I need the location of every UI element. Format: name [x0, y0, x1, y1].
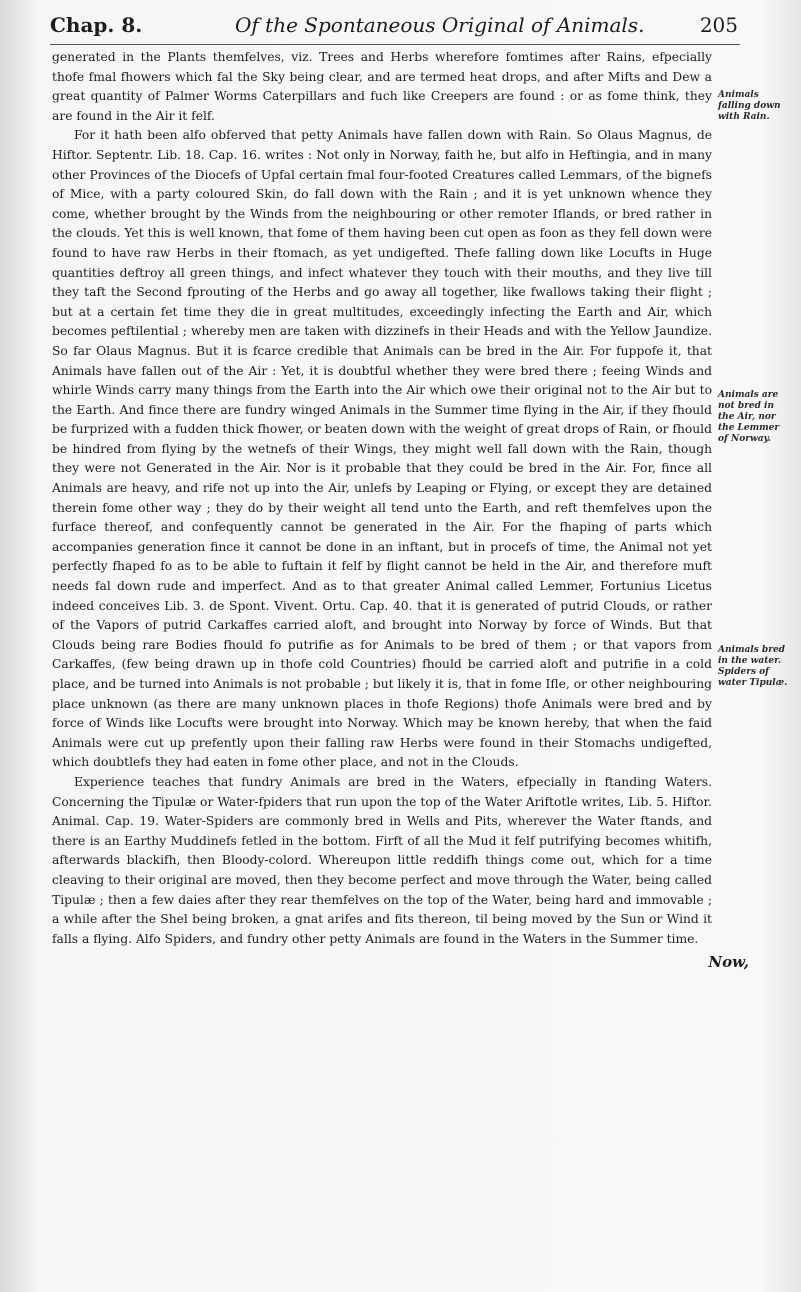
running-head [50, 8, 750, 42]
margin-note: Animals are not bred in the Air, nor the Lemmer of Norway. [718, 390, 780, 444]
paragraph: generated in the Plants themfelves, viz. Trees and Herbs wherefore fomtimes after Rains, efpecially thofe fmal fhowers which fal the Sky being clear, and are termed heat drops, and after Mifts and Dew a great quantity of Palmer Worms Caterpillars and fuch like Creepers are found : or as fome think, they are found in the Air it felf. [52, 50, 712, 123]
paragraph: For it hath been alfo obferved that petty Animals have fallen down with Rain. So Olaus Magnus, de Hiftor. Septentr. Lib. 18. Cap. 16. writes : Not only in Norway, faith he, but alfo in Heftingia, and in many other Provinces of the Diocefs of Upfal certain fmal four-footed Creatures called Lemmars, of the bignefs of Mice, with a party coloured Skin, do fall down with the Rain ; and it is yet unknown whence they come, whether brought by the Winds from the neighbouring or other remoter Iflands, or bred rather in the clouds. Yet this is well known, that fome of them having been cut open as foon as they fell down were found to have raw Herbs in their ftomach, as yet undigefted. Thefe falling down like Locufts in Huge quantities deftroy all green things, and infect whatever they touch with their mouths, and they live till they taft the Second fprouting of the Herbs and go away all together, like fwallows taking their flight ; but at a certain fet time they die in great multitudes, exceedingly infecting the Earth and Air, which becomes peftilential ; whereby men are taken with dizzinefs in their Heads and with the Yellow Jaundize. So far Olaus Magnus. But it is fcarce credible that Animals can be bred in the Air. For fuppofe it, that Animals have fallen out of the Air : Yet, it is doubtful whether they were bred there ; feeing Winds and whirle Winds carry many things from the Earth into the Air which owe their original not to the Air but to the Earth. And fince there are fundry winged Animals in the Summer time flying in the Air, if they fhould be furprized with a fudden thick fhower, or beaten down with the weight of great drops of Rain, or fhould be hindred from flying by the wetnefs of their Wings, they might well fall down with the Rain, though they were not Generated in the Air. Nor is it probable that they could be bred in the Air. For, fince all Animals are heavy, and rife not up into the Air, unlefs by Leaping or Flying, or except they are detained therein fome other way ; they do by their weight all tend unto the Earth, and reft themfelves upon the furface thereof, and confequently cannot be generated in the Air. For the fhaping of parts which accompanies generation fince it cannot be done in an inftant, but in procefs of time, the Animal not yet perfectly fhaped fo as to be able to fuftain it felf by flight cannot be held in the Air, and therefore muft needs fal down rude and imperfect. And as to that greater Animal called Lemmer, Fortunius Licetus indeed conceives Lib. 3. de Spont. Vivent. Ortu. Cap. 40. that it is generated of putrid Clouds, or rather of the Vapors of putrid Carkaffes carried aloft, and brought into Norway by force of Winds. But that Clouds being rare Bodies fhould fo putrifie as for Animals to be bred of them ; or that vapors from Carkaffes, (few being drawn up in thofe cold Countries) fhould be carried aloft and putrifie in a cold place, and be turned into Animals is not probable ; but likely it is, that in fome Ifle, or other neighbouring place unknown (as there are many unknown places in thofe Regions) thofe Animals were bred and by force of Winds like Locufts were brought into Norway. Which may be known hereby, that when the faid Animals were cut up prefently upon their falling raw Herbs were found in their Stomachs undigefted, which doubtlefs they had eaten in fome other place, and not in the Clouds. [52, 128, 712, 770]
header-rule [50, 44, 740, 45]
chapter-title: Of the Spontaneous Original of Animals. [235, 13, 645, 37]
paragraph: Experience teaches that fundry Animals are bred in the Waters, efpecially in ftanding Waters. Concerning the Tipulæ or Water-fpiders that run upon the top of the Water Ariftotle writes, Lib. 5. Hiftor. Animal. Cap. 19. Water-Spiders are commonly bred in Wells and Pits, wherever the Water ftands, and there is an Earthy Muddinefs fetled in the bottom. Firft of all the Mud it felf putrifying becomes whitifh, afterwards blackifh, then Bloody-colord. Whereupon little reddifh things come out, which for a time cleaving to their original are moved, then they become perfect and move through the Water, being called Tipulæ ; then a few daies after they rear themfelves on the top of the Water, being hard and immovable ; a while after the Shel being broken, a gnat arifes and fits thereon, til being moved by the Sun or Wind it falls a flying. Alfo Spiders, and fundry other petty Animals are found in the Waters in the Summer time. [52, 774, 712, 946]
body-text [52, 48, 712, 949]
chapter-number: Chap. 8. [50, 13, 143, 37]
page-number: 205 [699, 13, 738, 37]
margin-note: Animals bred in the water. Spiders of water Tipulæ. [718, 645, 788, 688]
margin-note: Animals falling down with Rain. [718, 90, 781, 122]
catchword: Now, [708, 953, 749, 971]
